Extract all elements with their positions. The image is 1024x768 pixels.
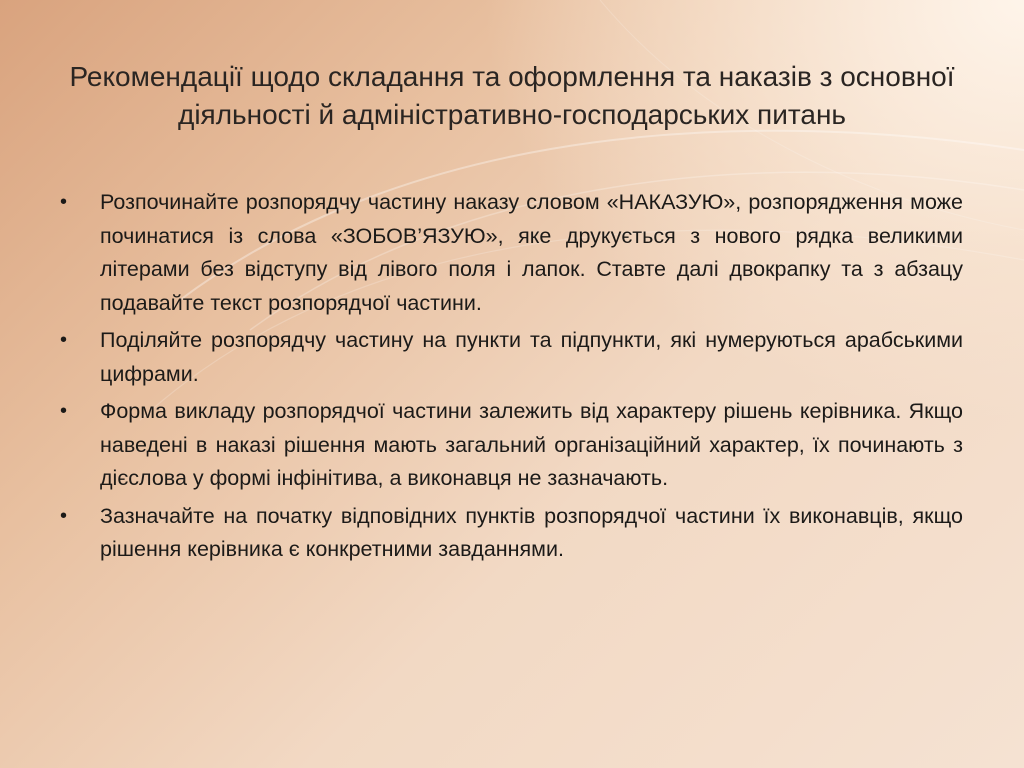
bullet-item <box>58 500 963 567</box>
bullet-dot-icon: • <box>60 329 68 351</box>
bullet-text: Поділяйте розпорядчу частину на пункти та підпункти, які нумеруються арабськими цифрами. <box>100 328 963 386</box>
bullet-dot-icon: • <box>60 191 68 213</box>
bullet-text: Форма викладу розпорядчої частини залежить від характеру рішень керівника. Якщо наведені в наказі рішення мають загальний організаційний характер, їх починають з дієслова у формі інфінітива, а виконавця не зазначають. <box>100 399 963 490</box>
bullet-dot-icon: • <box>60 400 68 422</box>
bullet-text: Розпочинайте розпорядчу частину наказу словом «НАКАЗУЮ», розпорядження може починатися із слова «ЗОБОВ’ЯЗУЮ», яке друкується з нового рядка великими літерами без відступу від лівого поля і лапок. Ставте далі двокрапку та з абзацу подавайте текст розпорядчої частини. <box>100 190 963 315</box>
bullet-dot-icon: • <box>60 504 68 527</box>
bullet-item <box>58 324 963 391</box>
slide-title: Рекомендації щодо складання та оформлення та наказів з основної діяльності й адміністративно-господарських питань <box>69 61 955 130</box>
bullet-item <box>58 395 963 496</box>
bullet-text: Зазначайте на початку відповідних пунктів розпорядчої частини їх виконавців, якщо рішення керівника є конкретними завданнями. <box>100 503 963 561</box>
bullet-list <box>58 186 963 571</box>
bullet-item <box>58 186 963 320</box>
